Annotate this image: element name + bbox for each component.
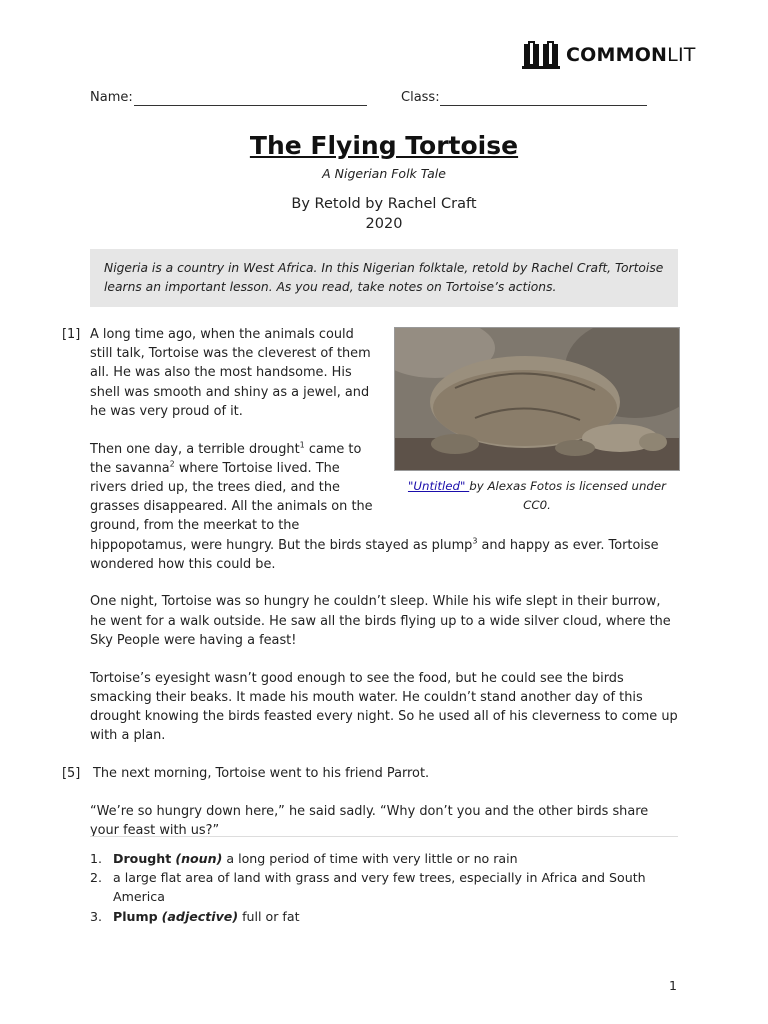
paragraph-number: [1] [62, 327, 81, 342]
photo-caption [394, 477, 680, 515]
footnote-term: Drought [113, 851, 172, 866]
paragraph: Then one day, a terrible drought$^1$ came to the savanna$^2$ where Tortoise lived. The rivers dried up, the trees died, and the grasses disappeared. All the animals on the ground, from the meerkat to the hippopotamus, were hungry. But the birds stayed as plump$^3$ and happy as ever. Tortoise wondered how this could be. [90, 440, 659, 572]
paragraph: Tortoise’s eyesight wasn’t good enough to see the food, but he could see the birds smacking their beaks. It made his mouth water. He couldn’t stand another day of this drought knowing the birds feasted every night. So he used all of his cleverness to come up with a plan. [90, 670, 678, 744]
footnote-ref: 2 [169, 459, 175, 469]
footnote-term: Plump [113, 908, 158, 924]
paragraph-number: [5] [62, 765, 81, 781]
subtitle: A Nigerian Folk Tale [322, 166, 446, 181]
name-label: Name: [90, 90, 133, 105]
paragraph: One night, Tortoise was so hungry he couldn’t sleep. While his wife slept in their burrow, he went for a walk outside. He saw all the birds flying up to a wide silver cloud, where the Sky People were having a feast! [90, 594, 671, 648]
footnote-item: 2. a large flat area of land with grass and very few trees, especially in Africa and South America [90, 870, 646, 905]
caption-credit: by Alexas Fotos is licensed under CC0. [469, 479, 667, 512]
commonlit-logo [522, 40, 696, 70]
footnote-item: 1. Drought (noun) a long period of time with very little or no rain [90, 851, 518, 866]
brand-name: COMMONLIT [566, 44, 696, 66]
paragraph: [5] The next morning, Tortoise went to his friend Parrot. [90, 764, 680, 783]
paragraph: “We’re so hungry down here,” he said sadly. “Why don’t you and the other birds share your feast with us?” [90, 803, 649, 838]
footnote-item: 3. Plump (adjective) full or fat [90, 908, 300, 924]
paragraph: [1] A long time ago, when the animals could still talk, Tortoise was the cleverest of them all. He was also the most handsome. His shell was smooth and shiny as a jewel, and he was very proud of it. [62, 327, 371, 419]
page-title: The Flying Tortoise [249, 131, 519, 160]
story-text [62, 325, 680, 858]
class-label: Class: [401, 90, 440, 105]
open-book-icon [522, 40, 560, 70]
byline [0, 194, 768, 234]
year: 2020 [365, 216, 403, 232]
footnotes [90, 836, 678, 926]
intro-box: Nigeria is a country in West Africa. In this Nigerian folktale, retold by Rachel Craft, Tortoise learns an important lesson. As you read, take notes on Tortoise’s actions. [90, 249, 678, 307]
footnote-ref: 3 [472, 536, 478, 546]
caption-link[interactable]: "Untitled" [407, 479, 470, 493]
class-field[interactable] [440, 105, 647, 106]
author: By Retold by Rachel Craft [291, 196, 477, 212]
name-field[interactable] [134, 105, 367, 106]
page-number: 1 [669, 978, 677, 993]
footnote-ref: 1 [299, 440, 305, 450]
